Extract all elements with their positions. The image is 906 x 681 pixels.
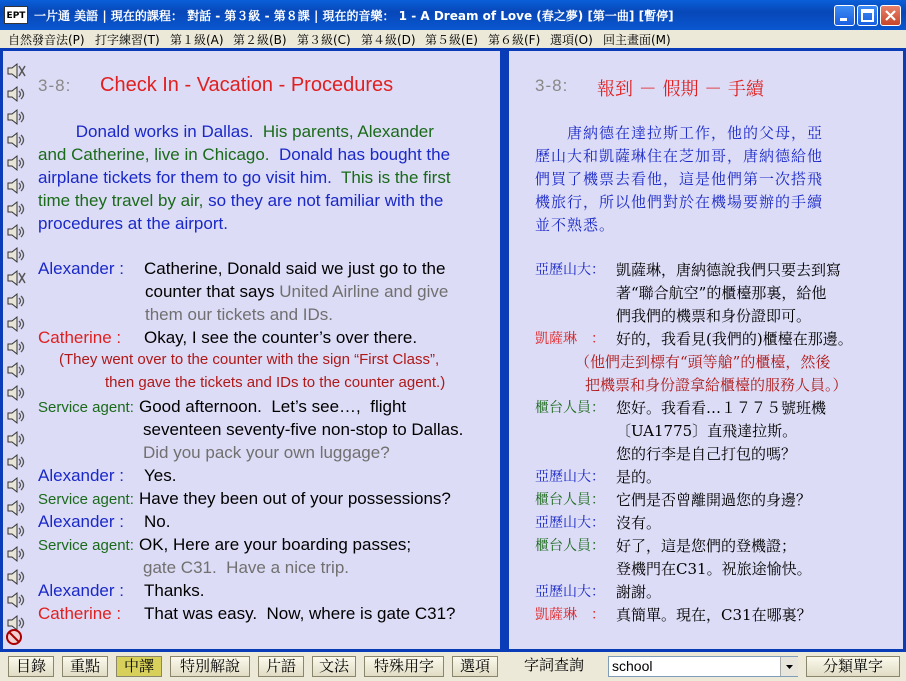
dialog-line <box>143 420 463 440</box>
speaker-icon[interactable] <box>5 153 27 173</box>
stop-icon[interactable] <box>5 627 27 647</box>
speaker-icon[interactable] <box>5 130 27 150</box>
translation-button[interactable]: 中譯 <box>116 656 162 677</box>
dialog-line-zh: 謝謝。 <box>616 583 662 601</box>
dialog-line-zh: 好了，這是您們的登機證； <box>616 537 797 555</box>
menu-main[interactable]: 回主畫面(M) <box>603 33 671 47</box>
keypoints-button[interactable]: 重點 <box>62 656 108 677</box>
speaker-icon[interactable] <box>5 176 27 196</box>
speaker-name-zh: 亞歷山大： <box>535 515 605 531</box>
lesson-title: Check In - Vacation - Procedures <box>100 74 394 96</box>
search-input[interactable]: school <box>608 656 798 677</box>
speaker-icon[interactable] <box>5 475 27 495</box>
speaker-icon[interactable] <box>5 245 27 265</box>
speaker-name: Service agent: <box>38 399 134 416</box>
speaker-name-zh: 櫃台人員： <box>535 400 605 416</box>
close-icon <box>884 9 897 22</box>
speaker-name-zh: 櫃台人員： <box>535 492 605 508</box>
lesson-title-zh: 報到 － 假期 － 手續 <box>597 79 764 100</box>
intro-line-zh: 唐納德在達拉斯工作，他的父母，亞 <box>535 124 824 142</box>
intro-line <box>38 214 228 234</box>
dialog-line <box>144 512 170 532</box>
speaker-name-zh: 櫃台人員： <box>535 538 605 554</box>
speaker-icon[interactable] <box>5 314 27 334</box>
maximize-icon <box>861 9 874 22</box>
intro-line-zh: 機旅行，所以他們對於在機場要辦的手續 <box>535 193 824 211</box>
dialog-line-zh: 凱薩琳，唐納德說我們只要去到寫 <box>616 261 842 279</box>
dialog-line <box>139 535 411 555</box>
dialog-line-zh: 著“聯合航空”的櫃檯那裏，給他 <box>616 284 827 302</box>
toc-button[interactable]: 目錄 <box>8 656 54 677</box>
content-frame <box>0 48 906 652</box>
speaker-name: Alexander : <box>38 581 124 600</box>
minimize-icon <box>838 9 851 22</box>
menu-level-6[interactable]: 第６級(F) <box>488 33 541 47</box>
speaker-name: Catherine : <box>38 604 122 623</box>
speaker-muted-icon[interactable] <box>5 61 27 81</box>
speaker-icon[interactable] <box>5 429 27 449</box>
speaker-icon[interactable] <box>5 199 27 219</box>
intro-segment: procedures at the airport. <box>38 214 228 233</box>
dialog-segment: No. <box>144 512 171 531</box>
speaker-icon[interactable] <box>5 406 27 426</box>
speaker-name: Catherine : <box>38 328 122 347</box>
window-title: 一片通 美語 | 現在的課程： 對話 - 第３級 - 第８課 | 現在的音樂： 1 - A Dream of Love (春之夢) [第一曲] [暫停] <box>34 9 674 23</box>
speaker-icon[interactable] <box>5 383 27 403</box>
chinese-pane <box>509 51 903 649</box>
intro-segment: so they are not familiar with the <box>203 191 444 210</box>
menu-level-5[interactable]: 第５級(E) <box>425 33 478 47</box>
dialog-line-zh: 〔UA1775〕直飛達拉斯。 <box>616 422 798 440</box>
intro-line <box>38 145 450 165</box>
intro-line-zh: 並不熟悉。 <box>535 216 616 234</box>
title-bar <box>0 0 906 30</box>
dialog-line <box>143 558 349 578</box>
speaker-icon[interactable] <box>5 107 27 127</box>
intro-line <box>38 168 451 188</box>
dialog-segment: then gave the tickets and IDs to the counter agent.) <box>105 374 446 391</box>
dialog-segment: seventeen seventy-five non-stop to Dallas. <box>143 420 464 439</box>
speaker-muted-icon[interactable] <box>5 268 27 288</box>
speaker-name: Service agent: <box>38 537 134 554</box>
menu-phonics[interactable]: 自然發音法(P) <box>8 33 85 47</box>
menu-level-2[interactable]: 第２級(B) <box>233 33 287 47</box>
intro-segment: and Catherine, live in Chicago. <box>38 145 270 164</box>
close-button[interactable] <box>880 5 901 26</box>
intro-segment: His parents, Alexander <box>253 122 434 141</box>
speaker-icon[interactable] <box>5 567 27 587</box>
dialog-line-zh: （他們走到標有“頭等艙”的櫃檯，然後 <box>575 353 831 371</box>
dialog-segment: Have they been out of your possessions? <box>139 489 451 508</box>
speaker-icon[interactable] <box>5 452 27 472</box>
intro-segment: This is the first <box>331 168 451 187</box>
speaker-name: Alexander : <box>38 466 124 485</box>
dialog-line <box>145 305 333 325</box>
speaker-icon[interactable] <box>5 337 27 357</box>
intro-segment: Donald works in Dallas. <box>38 122 254 141</box>
menu-typing[interactable]: 打字練習(T) <box>95 33 160 47</box>
dialog-line <box>139 397 406 417</box>
speaker-name-zh: 亞歷山大： <box>535 469 605 485</box>
dialog-line-zh: 登機門在C31。祝旅途愉快。 <box>616 560 812 578</box>
special-words-button[interactable]: 特殊用字 <box>364 656 444 677</box>
menu-level-4[interactable]: 第４級(D) <box>361 33 416 47</box>
phrases-button[interactable]: 片語 <box>258 656 304 677</box>
chevron-down-icon <box>781 657 798 676</box>
dialog-segment: Thanks. <box>144 581 205 600</box>
dialog-line <box>144 259 445 279</box>
dialog-segment: gate C31. Have a nice trip. <box>143 558 350 577</box>
speaker-name: Alexander : <box>38 259 124 278</box>
dialog-segment: That was easy. Now, where is gate C31? <box>144 604 456 623</box>
dialog-line-zh: 把機票和身份證拿給櫃檯的服務人員。） <box>585 376 848 394</box>
english-pane <box>3 51 500 649</box>
dialog-segment: Good afternoon. Let’s see…, flight <box>139 397 407 416</box>
intro-line-zh: 們買了機票去看他，這是他們第一次搭飛 <box>535 170 824 188</box>
menu-bar <box>0 30 906 49</box>
minimize-button[interactable] <box>834 5 855 26</box>
bottom-toolbar <box>0 652 906 681</box>
special-notes-button[interactable]: 特別解說 <box>170 656 250 677</box>
dialog-line-zh: 沒有。 <box>616 514 662 532</box>
intro-line <box>38 122 434 142</box>
speaker-icon[interactable] <box>5 544 27 564</box>
dialog-line <box>139 489 451 509</box>
dialog-line-zh: 您的行李是自己打包的嗎？ <box>616 445 797 463</box>
dialog-line <box>105 374 445 391</box>
maximize-button[interactable] <box>857 5 878 26</box>
speaker-icon[interactable] <box>5 222 27 242</box>
dialog-line-zh: 們我們的機票和身份證即可。 <box>616 307 812 325</box>
speaker-name-zh: 亞歷山大： <box>535 262 605 278</box>
dialog-segment: Okay, I see the counter’s over there. <box>144 328 418 347</box>
dialog-line-zh: 您好。我看看…１７７５號班機 <box>616 399 827 417</box>
dialog-line <box>59 351 439 368</box>
dialog-line <box>144 328 417 348</box>
dialog-line <box>143 443 390 463</box>
speaker-name-zh: 凱薩琳 ： <box>535 331 605 347</box>
intro-segment: time they travel by air, <box>38 191 204 210</box>
menu-level-1[interactable]: 第１級(A) <box>170 33 224 47</box>
app-icon: EPT <box>4 6 28 24</box>
speaker-icon[interactable] <box>5 590 27 610</box>
intro-segment: airplane tickets for them to go visit him. <box>38 168 332 187</box>
menu-level-3[interactable]: 第３級(C) <box>297 33 351 47</box>
dialog-segment: Did you pack your own luggage? <box>143 443 390 462</box>
dialog-line-zh: 它們是否曾離開過您的身邊？ <box>616 491 812 509</box>
dialog-line-zh: 好的，我看見(我們的)櫃檯在那邊。 <box>616 330 853 348</box>
speaker-icon[interactable] <box>5 360 27 380</box>
dialog-line <box>144 581 204 601</box>
intro-line <box>38 191 443 211</box>
dialog-segment: Yes. <box>144 466 177 485</box>
dialog-line-zh: 真簡單。現在，C31在哪裏？ <box>616 606 812 624</box>
dialog-segment: United Airline and give <box>279 282 449 301</box>
speaker-icon[interactable] <box>5 84 27 104</box>
speaker-name-zh: 亞歷山大： <box>535 584 605 600</box>
dialog-segment: them our tickets and IDs. <box>145 305 334 324</box>
speaker-icon[interactable] <box>5 498 27 518</box>
intro-segment: Donald has bought the <box>269 145 451 164</box>
dialog-segment: Catherine, Donald said we just go to the <box>144 259 446 278</box>
speaker-name-zh: 凱薩琳 ： <box>535 607 605 623</box>
speaker-icon[interactable] <box>5 521 27 541</box>
menu-options[interactable]: 選項(O) <box>550 33 593 47</box>
speaker-icon[interactable] <box>5 291 27 311</box>
dialog-line-zh: 是的。 <box>616 468 662 486</box>
dialog-line <box>144 604 456 624</box>
intro-line-zh: 歷山大和凱薩琳住在芝加哥，唐納德給他 <box>535 147 824 165</box>
options-button[interactable]: 選項 <box>452 656 498 677</box>
dialog-segment: OK, Here are your boarding passes; <box>139 535 412 554</box>
grammar-button[interactable]: 文法 <box>312 656 356 677</box>
search-dropdown[interactable] <box>780 657 798 676</box>
dialog-line <box>144 466 176 486</box>
speaker-name: Service agent: <box>38 491 134 508</box>
dialog-segment: counter that says <box>145 282 280 301</box>
word-lookup-label: 字詞查詢 <box>523 656 584 674</box>
lesson-number-zh: 3-8: <box>535 76 569 95</box>
dialog-segment: (They went over to the counter with the sign “First Class”, <box>59 351 440 368</box>
lesson-number: 3-8: <box>38 76 72 95</box>
category-words-button[interactable]: 分類單字 <box>806 656 900 677</box>
dialog-line <box>145 282 448 302</box>
speaker-name: Alexander : <box>38 512 124 531</box>
